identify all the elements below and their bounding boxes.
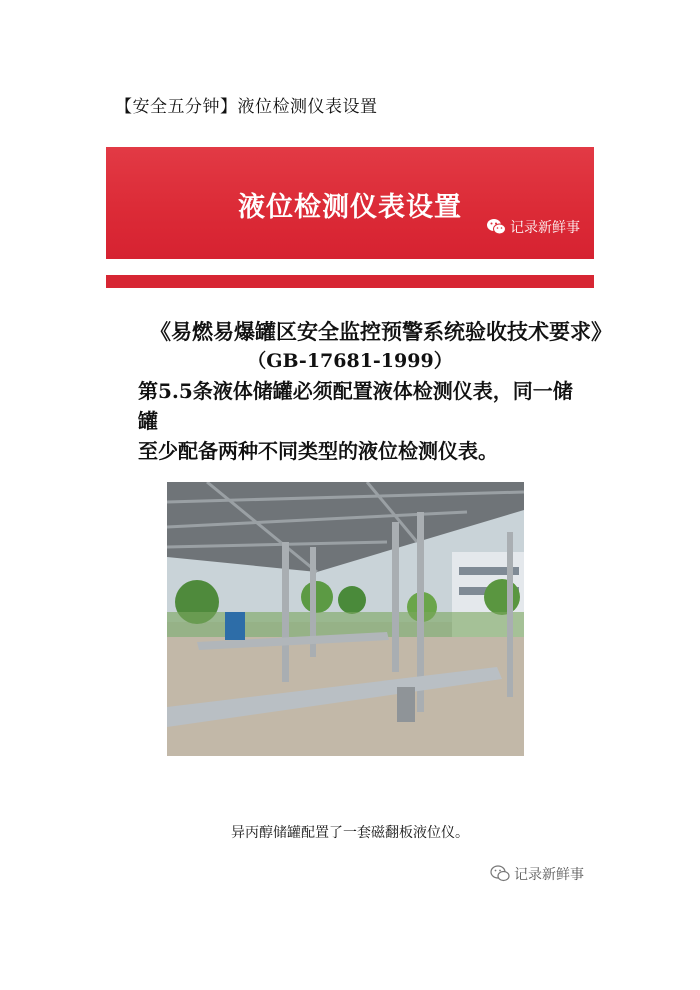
document-title: 【安全五分钟】液位检测仪表设置: [115, 97, 378, 117]
clause-text: [138, 376, 578, 466]
standard-name: 《易燃易爆罐区安全监控预警系统验收技术要求》: [150, 319, 612, 344]
wechat-icon: [490, 865, 510, 883]
banner-stripe: [106, 275, 594, 288]
footer-brand-label: 记录新鲜事: [514, 867, 584, 883]
wechat-icon: [486, 218, 506, 236]
clause-line-1: 第5.5条液体储罐必须配置液体检测仪表，同一储罐: [138, 379, 573, 433]
banner-brand: [486, 217, 580, 237]
tank-site-illustration: [167, 482, 524, 756]
banner-title: 液位检测仪表设置: [238, 192, 462, 223]
title-banner: [106, 147, 594, 259]
standard-code: （GB-17681-1999）: [247, 350, 453, 372]
photo-caption: 异丙醇储罐配置了一套磁翻板液位仪。: [231, 825, 469, 841]
clause-line-2: 至少配备两种不同类型的液位检测仪表。: [138, 439, 498, 463]
banner-brand-label: 记录新鲜事: [510, 220, 580, 236]
footer-brand: [490, 864, 584, 884]
tank-site-photo: [167, 482, 524, 756]
